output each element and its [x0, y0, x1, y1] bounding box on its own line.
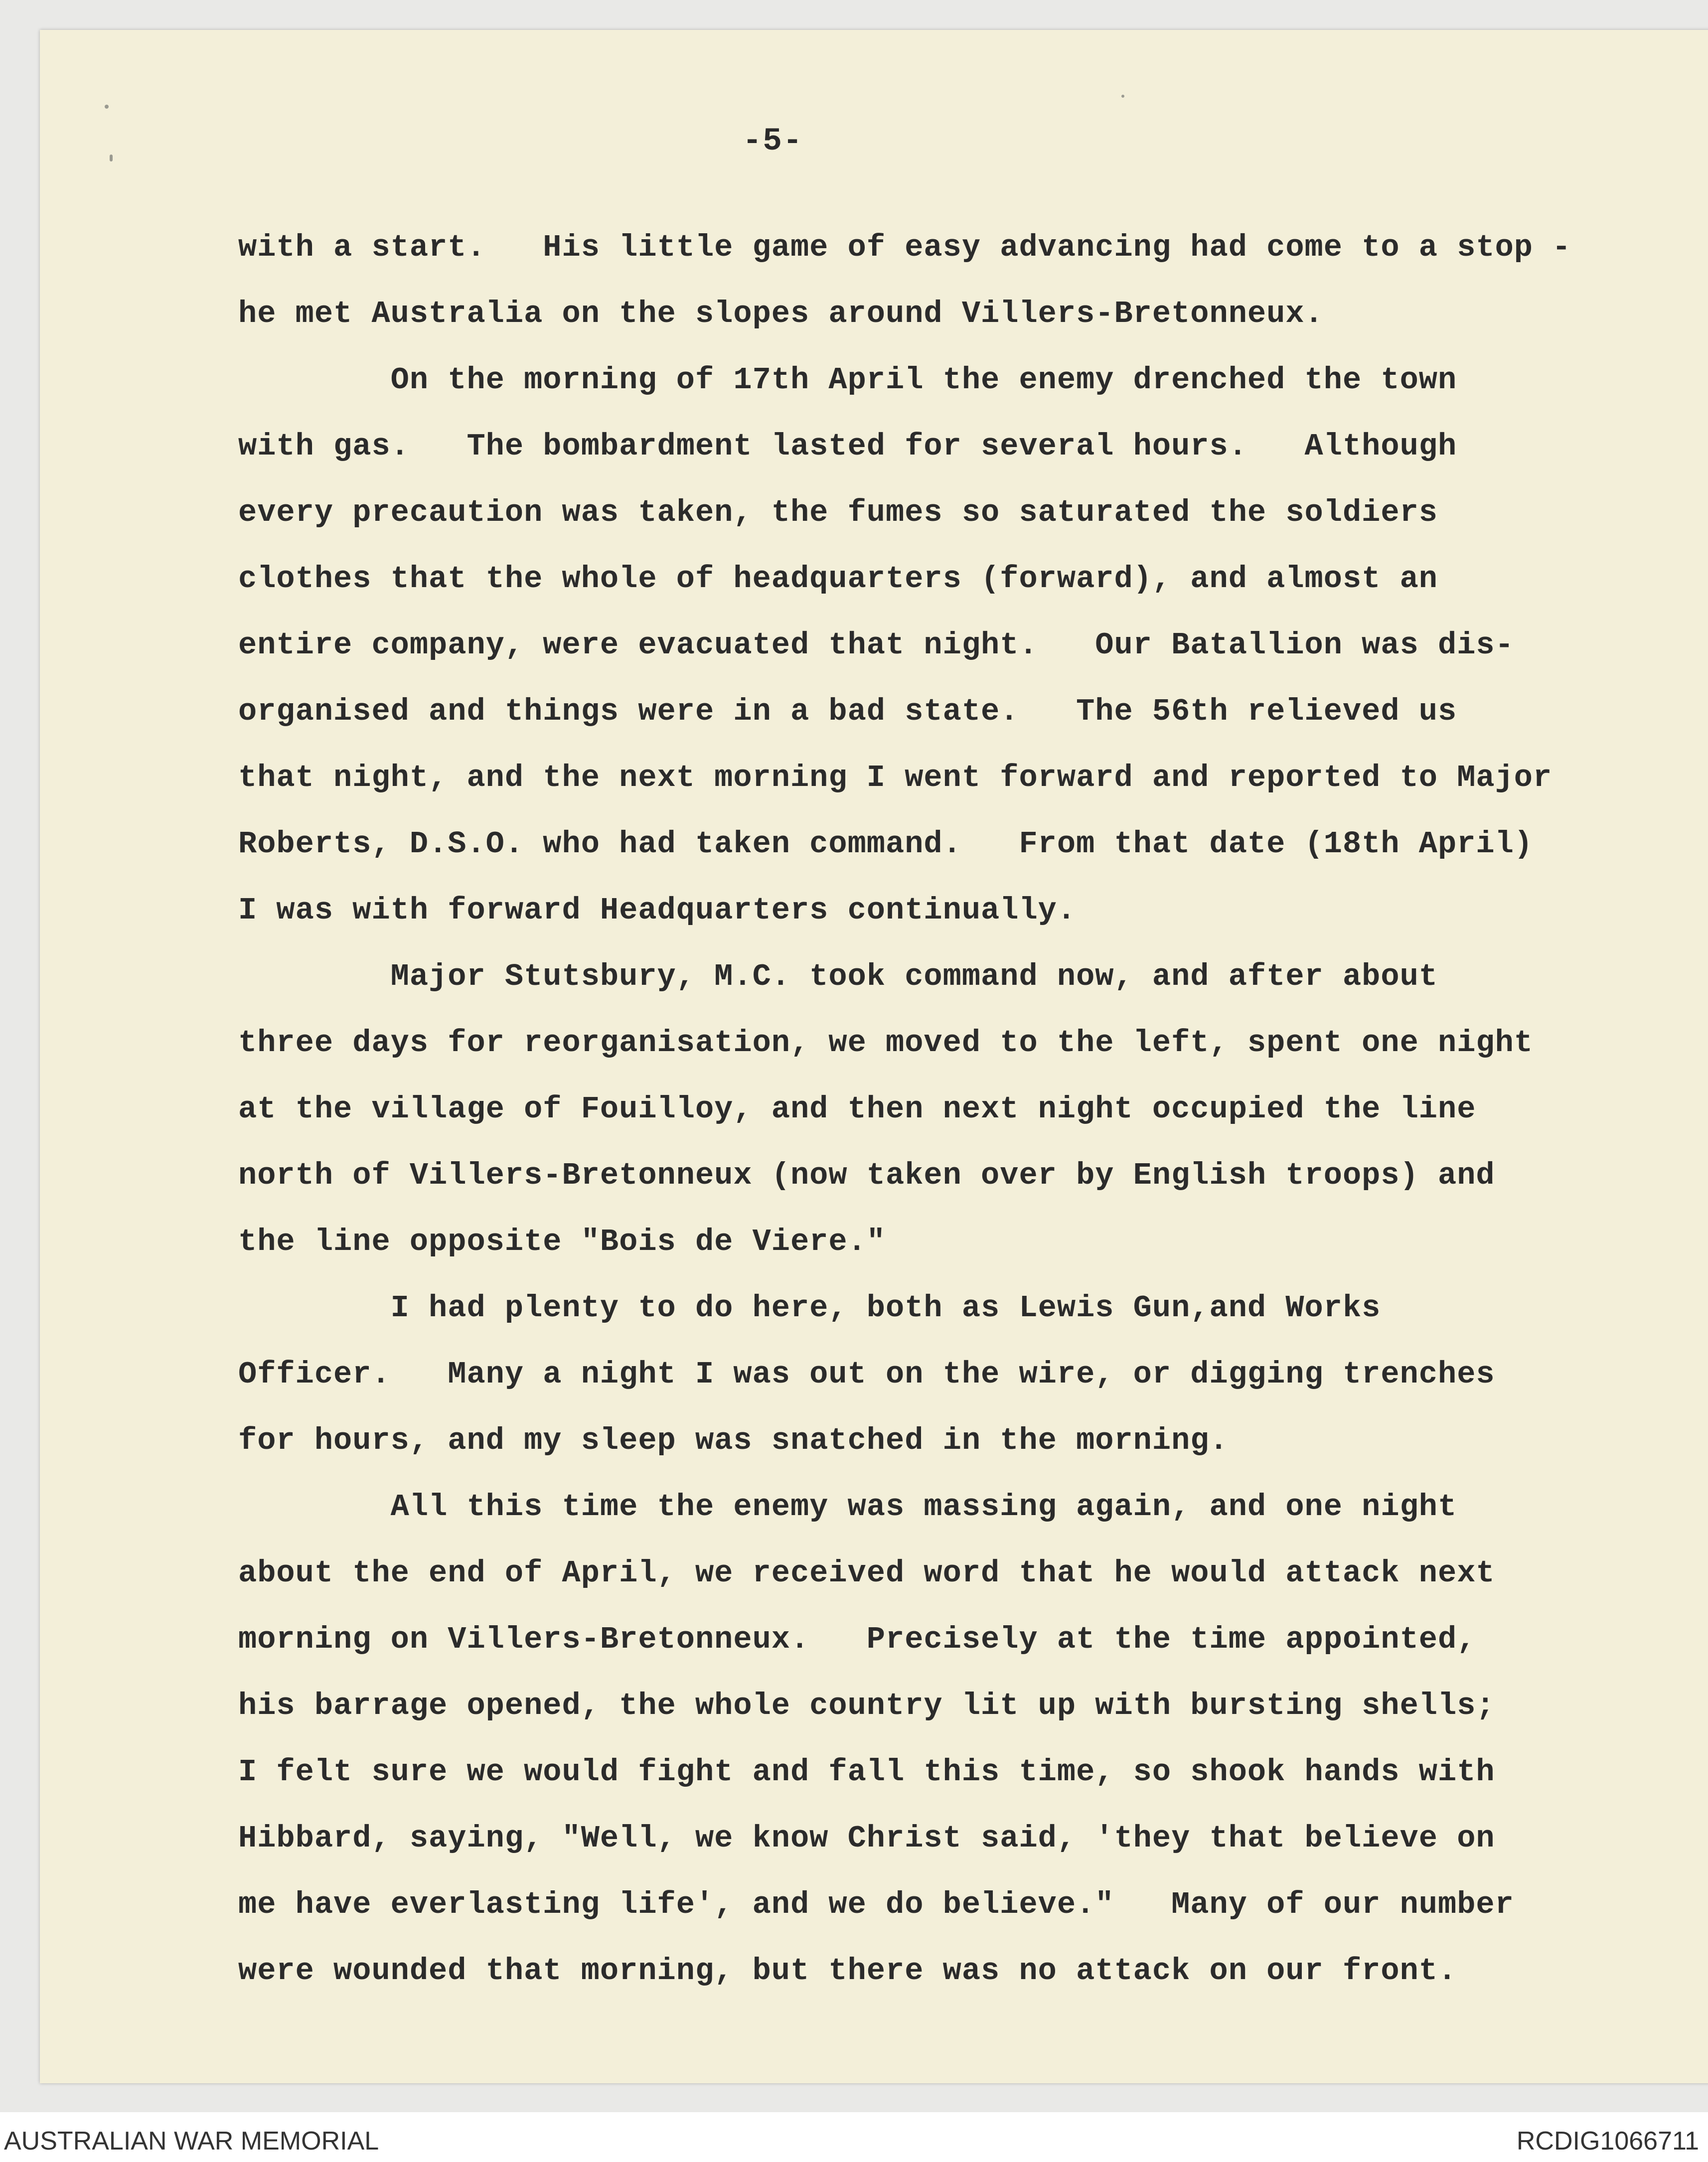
text-line: me have everlasting life', and we do believe." Many of our number [238, 1887, 1514, 1922]
page-number: -5- [743, 124, 803, 159]
record-id: RCDIG1066711 [1516, 2127, 1699, 2156]
text-line: were wounded that morning, but there was no attack on our front. [238, 1953, 1457, 1989]
text-line: with gas. The bombardment lasted for several hours. Although [238, 429, 1457, 464]
text-line: organised and things were in a bad state. The 56th relieved us [238, 694, 1457, 729]
text-line: at the village of Fouilloy, and then next night occupied the line [238, 1091, 1476, 1127]
text-line: his barrage opened, the whole country lit up with bursting shells; [238, 1688, 1495, 1723]
body-text [238, 214, 1634, 2004]
text-line: with a start. His little game of easy advancing had come to a stop - [238, 230, 1571, 265]
text-line: that night, and the next morning I went forward and reported to Major [238, 760, 1553, 795]
text-line: about the end of April, we received word that he would attack next [238, 1555, 1495, 1591]
text-line: Officer. Many a night I was out on the wire, or digging trenches [238, 1357, 1495, 1392]
archive-name: AUSTRALIAN WAR MEMORIAL [4, 2127, 379, 2156]
text-line: I was with forward Headquarters continually. [238, 893, 1077, 928]
text-line: the line opposite "Bois de Viere." [238, 1224, 886, 1259]
text-line: Roberts, D.S.O. who had taken command. From that date (18th April) [238, 826, 1534, 862]
text-line: clothes that the whole of headquarters (forward), and almost an [238, 561, 1438, 597]
text-line: I felt sure we would fight and fall this time, so shook hands with [238, 1754, 1495, 1790]
text-line: entire company, were evacuated that night. Our Batallion was dis- [238, 627, 1514, 663]
text-line: All this time the enemy was massing again, and one night [238, 1489, 1457, 1525]
text-line: On the morning of 17th April the enemy drenched the town [238, 362, 1457, 398]
text-line: I had plenty to do here, both as Lewis Gun,and Works [238, 1290, 1381, 1326]
paper-speck [1121, 95, 1124, 98]
text-line: he met Australia on the slopes around Villers-Bretonneux. [238, 296, 1324, 331]
text-line: for hours, and my sleep was snatched in the morning. [238, 1423, 1229, 1458]
archive-footer [0, 2112, 1708, 2162]
text-line: every precaution was taken, the fumes so saturated the soldiers [238, 495, 1438, 530]
text-line: three days for reorganisation, we moved to the left, spent one night [238, 1025, 1534, 1061]
text-line: Hibbard, saying, "Well, we know Christ said, 'they that believe on [238, 1821, 1495, 1856]
paper-speck [105, 105, 109, 109]
paper-speck [110, 154, 113, 161]
text-line: north of Villers-Bretonneux (now taken over by English troops) and [238, 1158, 1495, 1193]
text-line: Major Stutsbury, M.C. took command now, and after about [238, 959, 1438, 994]
text-line: morning on Villers-Bretonneux. Precisely at the time appointed, [238, 1622, 1476, 1657]
